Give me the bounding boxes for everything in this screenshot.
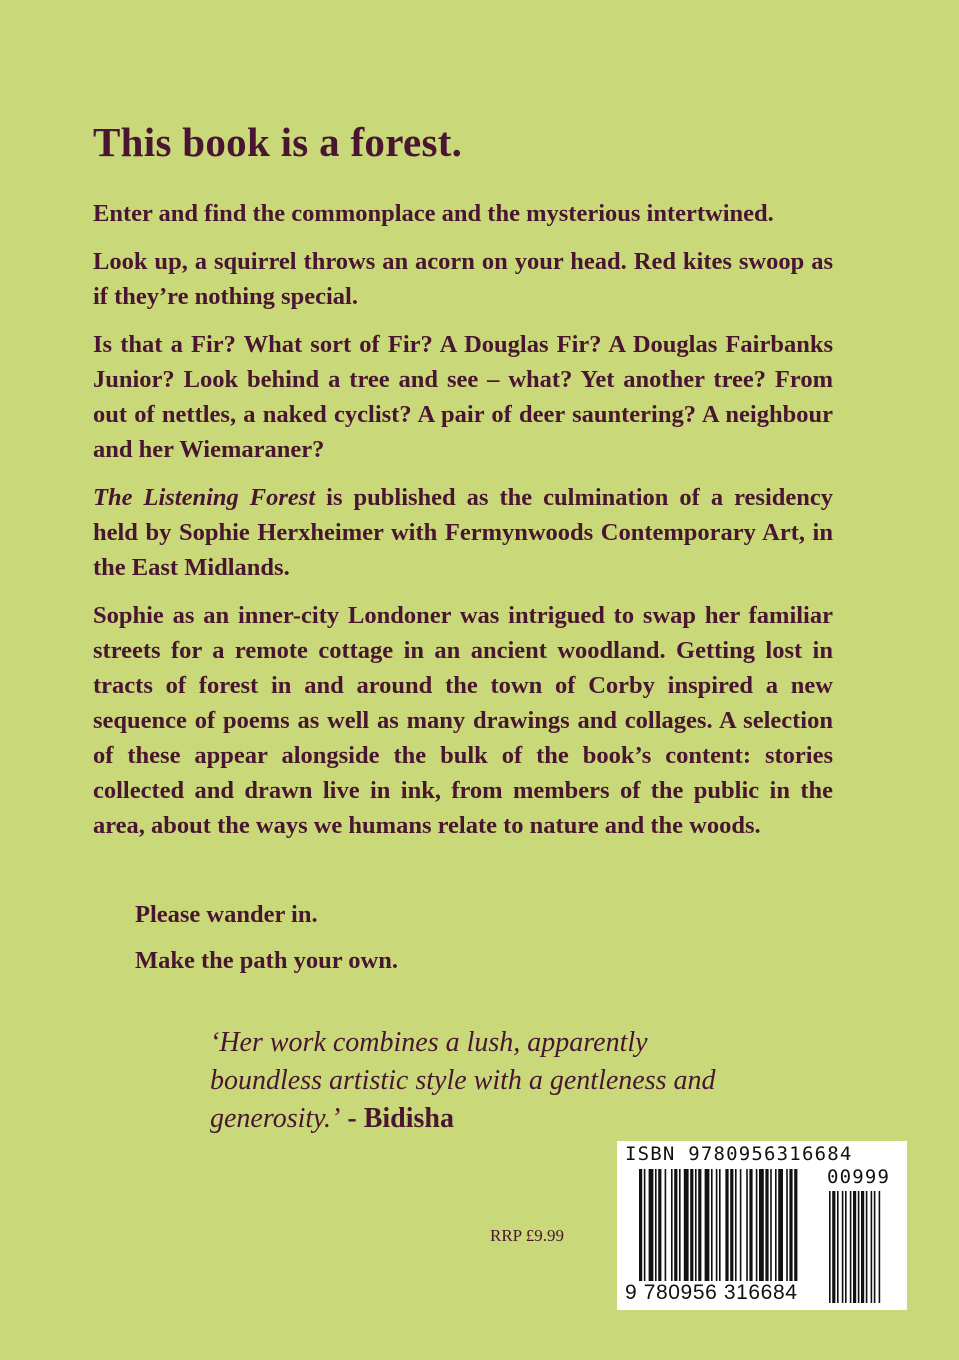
blurb-paragraph-4-rest: is published as the culmination of a residency held by Sophie Herxheimer with Fermynwoods Contemporary Art, in the East Midlands.	[93, 484, 833, 581]
barcode-digits: 9 780956 316684	[625, 1281, 798, 1304]
invitation	[135, 897, 398, 989]
isbn-barcode	[617, 1141, 907, 1310]
invitation-line-2: Make the path your own.	[135, 947, 398, 974]
retail-price: RRP £9.99	[490, 1226, 565, 1245]
blurb-paragraph-4	[93, 480, 833, 585]
blurb	[93, 196, 833, 856]
blurb-paragraph-3: Is that a Fir? What sort of Fir? A Douglas Fir? A Douglas Fairbanks Junior? Look behind a tree and see – what? Yet another tree? From out of nettles, a naked cyclist? A pair of deer sauntering? A neighbour and her Wiemaraner?	[93, 331, 833, 463]
blurb-paragraph-5: Sophie as an inner-city Londoner was intrigued to swap her familiar streets for a remote cottage in an ancient woodland. Getting lost in tracts of forest in and around the town of Corby inspired a new sequence of poems as well as many drawings and collages. A selection of these appear alongside the bulk of the book’s content: stories collected and drawn live in ink, from members of the public in the area, about the ways we humans relate to nature and the woods.	[93, 602, 833, 839]
price-code: 00999	[827, 1166, 891, 1188]
endorsement-quote	[210, 1024, 730, 1138]
blurb-paragraph-2: Look up, a squirrel throws an acorn on your head. Red kites swoop as if they’re nothing special.	[93, 248, 833, 310]
cover-headline: This book is a forest.	[93, 119, 463, 165]
quote-attribution: - Bidisha	[340, 1103, 454, 1134]
invitation-line-1: Please wander in.	[135, 901, 318, 928]
blurb-paragraph-1: Enter and find the commonplace and the mysterious intertwined.	[93, 200, 774, 227]
book-title-italic: The Listening Forest	[93, 484, 316, 511]
quote-text: ‘Her work combines a lush, apparently boundless artistic style with a gentleness and generosity.’	[210, 1027, 716, 1134]
isbn-label: ISBN 9780956316684	[625, 1143, 853, 1165]
